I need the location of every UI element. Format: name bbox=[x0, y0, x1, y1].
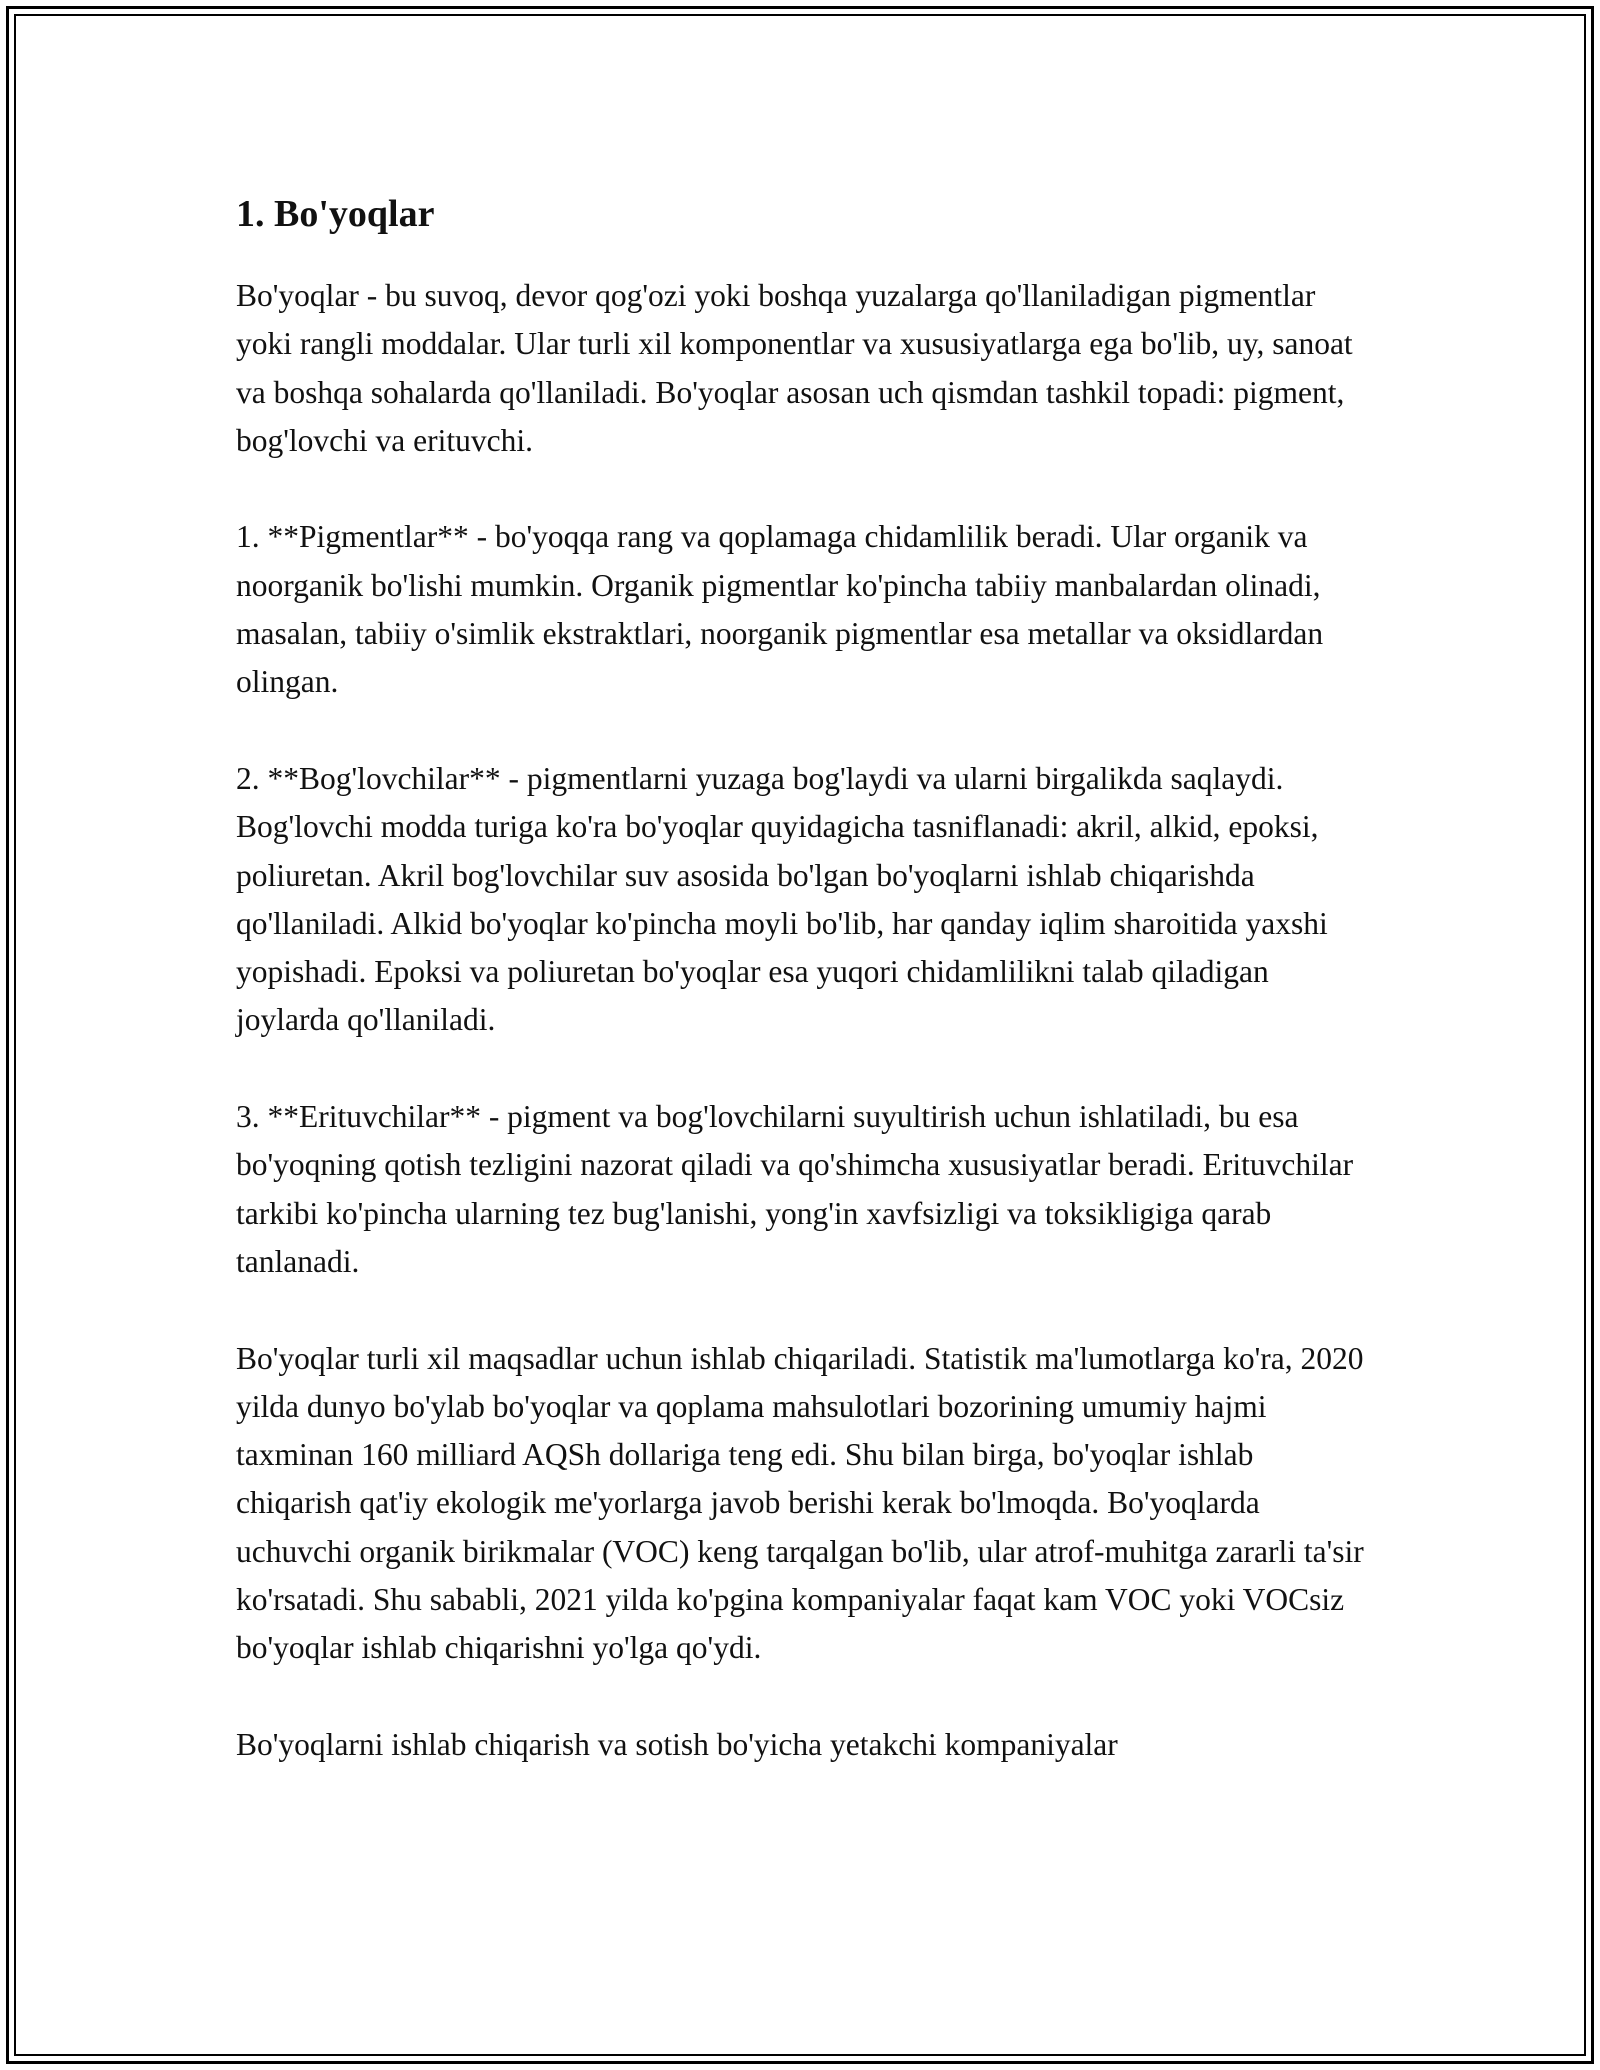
solvents-paragraph: 3. **Erituvchilar** - pigment va bog'lovchilarni suyultirish uchun ishlatiladi, bu esa bo'yoqning qotish tezligini nazorat qiladi va qo'shimcha xususiyatlar beradi. Erituvchilar tarkibi ko'pincha ularning tez bug'lanishi, yong'in xavfsizligi va toksikligiga qarab tanlanadi. bbox=[236, 1099, 1354, 1279]
document-body bbox=[236, 186, 1376, 1818]
companies-paragraph: Bo'yoqlarni ishlab chiqarish va sotish bo'yicha yetakchi kompaniyalar bbox=[236, 1726, 1118, 1762]
market-paragraph: Bo'yoqlar turli xil maqsadlar uchun ishlab chiqariladi. Statistik ma'lumotlarga ko'ra, 2020 yilda dunyo bo'ylab bo'yoqlar va qoplama mahsulotlari bozorining umumiy hajmi taxminan 160 milliard AQSh dollariga teng edi. Shu bilan birga, bo'yoqlar ishlab chiqarish qat'iy ekologik me'yorlarga javob berishi kerak bo'lmoqda. Bo'yoqlarda uchuvchi organik birikmalar (VOC) keng tarqalgan bo'lib, ular atrof-muhitga zararli ta'sir ko'rsatadi. Shu sababli, 2021 yilda ko'pgina kompaniyalar faqat kam VOC yoki VOCsiz bo'yoqlar ishlab chiqarishni yo'lga qo'ydi. bbox=[236, 1340, 1364, 1666]
binders-paragraph: 2. **Bog'lovchilar** - pigmentlarni yuzaga bog'laydi va ularni birgalikda saqlaydi. Bog'lovchi modda turiga ko'ra bo'yoqlar quyidagicha tasniflanadi: akril, alkid, epoksi, poliuretan. Akril bog'lovchilar suv asosida bo'lgan bo'yoqlarni ishlab chiqarishda qo'llaniladi. Alkid bo'yoqlar ko'pincha moyli bo'lib, har qanday iqlim sharoitida yaxshi yopishadi. Epoksi va poliuretan bo'yoqlar esa yuqori chidamlilikni talab qiladigan joylarda qo'llaniladi. bbox=[236, 760, 1328, 1038]
section-heading: 1. Bo'yoqlar bbox=[236, 193, 435, 235]
intro-paragraph: Bo'yoqlar - bu suvoq, devor qog'ozi yoki boshqa yuzalarga qo'llaniladigan pigmentlar yoki rangli moddalar. Ular turli xil komponentlar va xususiyatlarga ega bo'lib, uy, sanoat va boshqa sohalarda qo'llaniladi. Bo'yoqlar asosan uch qismdan tashkil topadi: pigment, bog'lovchi va erituvchi. bbox=[236, 278, 1353, 458]
pigments-paragraph: 1. **Pigmentlar** - bo'yoqqa rang va qoplamaga chidamlilik beradi. Ular organik va noorganik bo'lishi mumkin. Organik pigmentlar ko'pincha tabiiy manbalardan olinadi, masalan, tabiiy o'simlik ekstraktlari, noorganik pigmentlar esa metallar va oksidlardan olingan. bbox=[236, 519, 1324, 700]
